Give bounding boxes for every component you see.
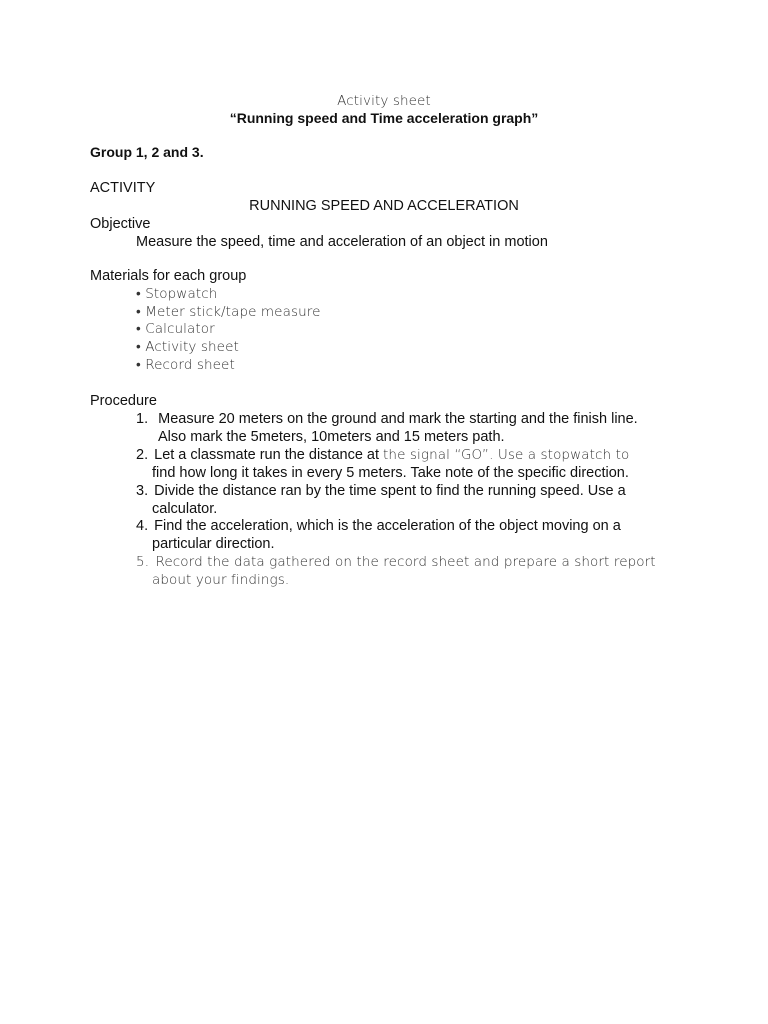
step-number: 2. (136, 447, 149, 463)
step-number: 3. (136, 483, 149, 499)
step-number: 4. (136, 518, 149, 534)
group-label: Group 1, 2 and 3. (90, 144, 204, 160)
step-text-continued: calculator. (152, 501, 218, 517)
procedure-step-3 (136, 482, 626, 500)
activity-title: RUNNING SPEED AND ACCELERATION (249, 198, 519, 214)
material-item: • Meter stick/tape measure (136, 304, 321, 320)
step-text: Measure 20 meters on the ground and mark the starting and the finish line. (158, 411, 638, 427)
document-subtitle: Activity sheet (337, 93, 431, 109)
step-number: 1. (136, 411, 149, 427)
step-text-continued: Also mark the 5meters, 10meters and 15 meters path. (158, 429, 505, 445)
objective-text: Measure the speed, time and acceleration of an object in motion (136, 234, 548, 250)
step-number: 5. (136, 554, 150, 570)
procedure-step-1 (136, 410, 638, 428)
material-item: • Activity sheet (136, 339, 239, 355)
section-label: ACTIVITY (90, 180, 156, 196)
procedure-step-5 (136, 553, 656, 571)
material-item: • Calculator (136, 321, 215, 337)
document-title: “Running speed and Time acceleration graph” (229, 110, 539, 126)
step-text: Divide the distance ran by the time spent to find the running speed. Use a (154, 483, 626, 499)
step-text: Let a classmate run the distance at (154, 447, 384, 463)
procedure-heading: Procedure (90, 393, 157, 409)
step-text-continued: particular direction. (152, 536, 275, 552)
material-item: • Stopwatch (136, 286, 218, 302)
step-text-continued: find how long it takes in every 5 meters. Take note of the specific direction. (152, 465, 629, 481)
step-text: Find the acceleration, which is the acceleration of the object moving on a (154, 518, 621, 534)
step-text-continued: about your findings. (152, 572, 290, 588)
step-text: Record the data gathered on the record sheet and prepare a short report (155, 554, 656, 570)
material-item: • Record sheet (136, 357, 235, 373)
materials-heading: Materials for each group (90, 268, 247, 284)
procedure-step-4 (136, 517, 621, 535)
procedure-step-2 (136, 446, 629, 464)
objective-heading: Objective (90, 216, 151, 232)
step-text-light: the signal “GO”. Use a stopwatch to (383, 447, 630, 463)
